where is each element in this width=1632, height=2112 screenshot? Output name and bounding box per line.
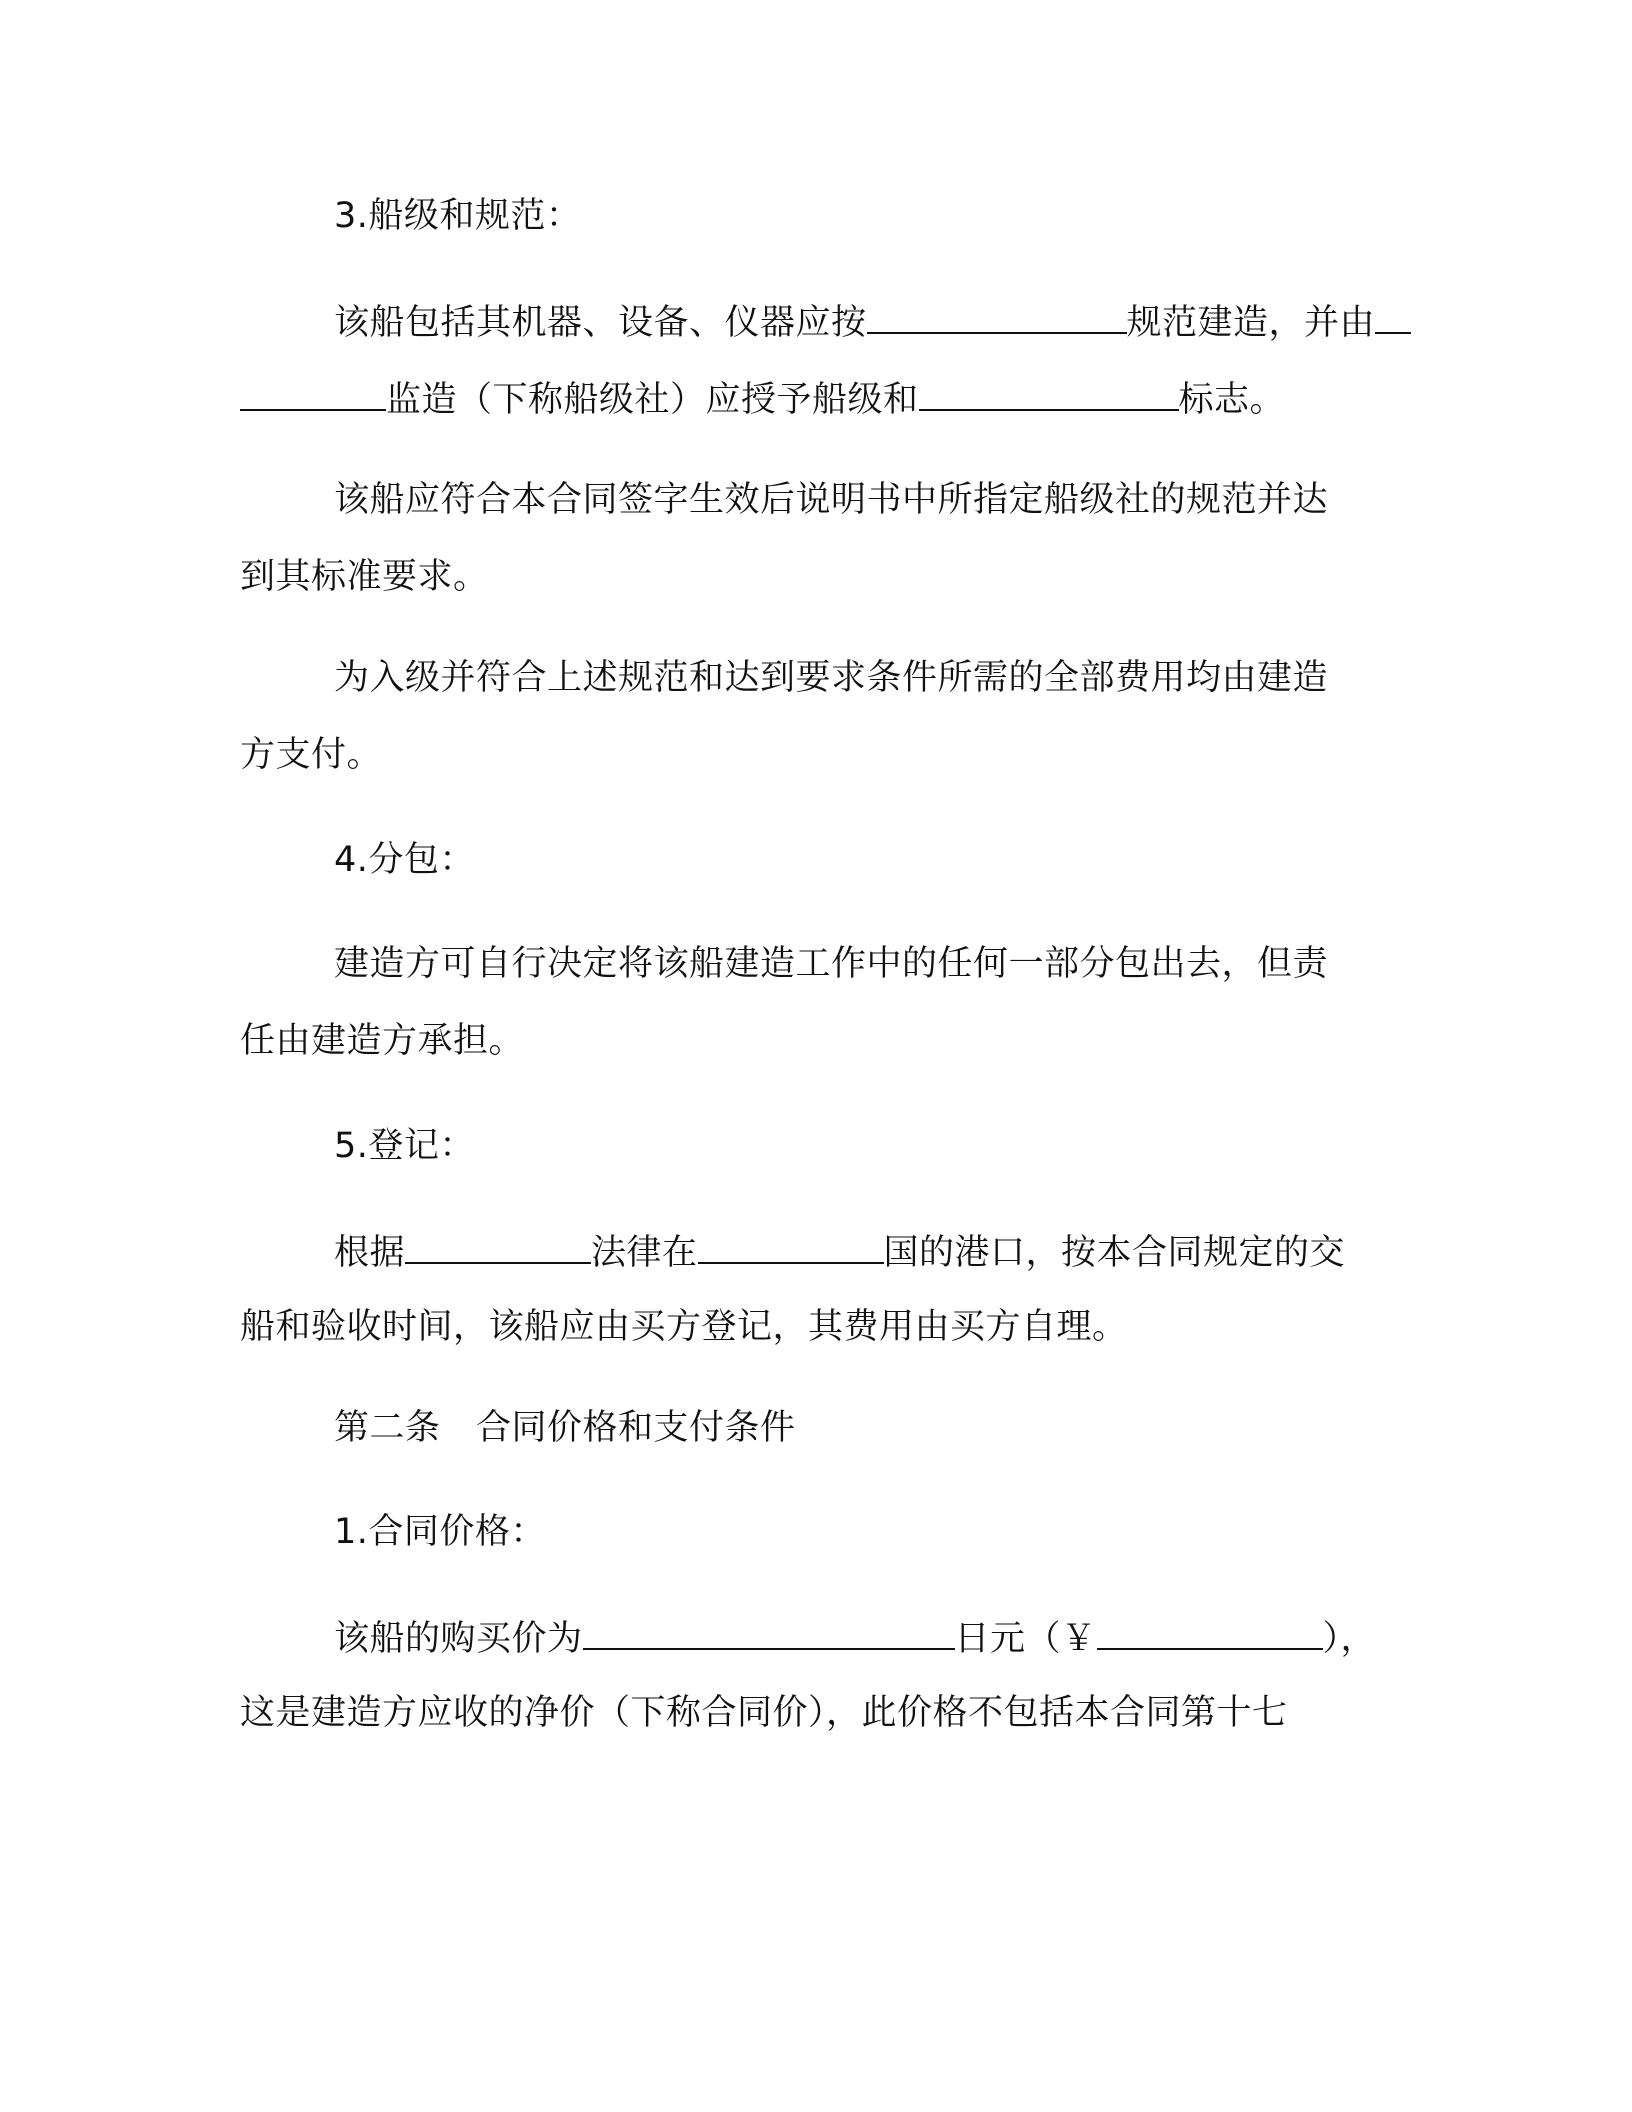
paragraph-line: 船和验收时间，该船应由买方登记，其费用由买方自理。 — [240, 1307, 1128, 1347]
fill-blank-class-notation[interactable] — [919, 375, 1179, 411]
fill-blank-society[interactable] — [240, 375, 386, 411]
section-heading-subcontract: 4.分包： — [334, 840, 475, 880]
paragraph-line: 方支付。 — [240, 735, 383, 775]
paragraph-line: 这是建造方应收的净价（下称合同价），此价格不包括本合同第十七 — [240, 1693, 1288, 1733]
paragraph-line: 为入级并符合上述规范和达到要求条件所需的全部费用均由建造 — [334, 658, 1329, 698]
fill-blank-price-figure[interactable] — [1097, 1614, 1323, 1650]
section-heading-registration: 5.登记： — [334, 1126, 475, 1166]
paragraph-line: 根据 法律在 国的港口，按本合同规定的交 — [334, 1228, 1392, 1275]
fill-blank-law[interactable] — [405, 1228, 591, 1264]
fill-blank-rules[interactable] — [867, 298, 1127, 334]
fill-blank-society-start[interactable] — [1375, 298, 1411, 334]
fill-blank-price[interactable] — [583, 1614, 955, 1650]
section-heading-price: 1.合同价格： — [334, 1512, 546, 1552]
section-heading-classification: 3.船级和规范： — [334, 196, 582, 236]
paragraph-line: 该船包括其机器、设备、仪器应按 规范建造，并由 — [334, 298, 1392, 345]
paragraph-line: 到其标准要求。 — [240, 557, 489, 597]
paragraph-line: 任由建造方承担。 — [240, 1021, 525, 1061]
paragraph-line: 该船的购买价为 日元（￥ ）， — [334, 1614, 1392, 1661]
paragraph-line: 建造方可自行决定将该船建造工作中的任何一部分包出去，但责 — [334, 944, 1329, 984]
paragraph-line: 该船应符合本合同签字生效后说明书中所指定船级社的规范并达 — [334, 480, 1329, 520]
paragraph-line: 监造（下称船级社）应授予船级和 标志。 — [240, 375, 1392, 422]
fill-blank-country[interactable] — [698, 1228, 884, 1264]
article-heading: 第二条 合同价格和支付条件 — [334, 1408, 796, 1448]
